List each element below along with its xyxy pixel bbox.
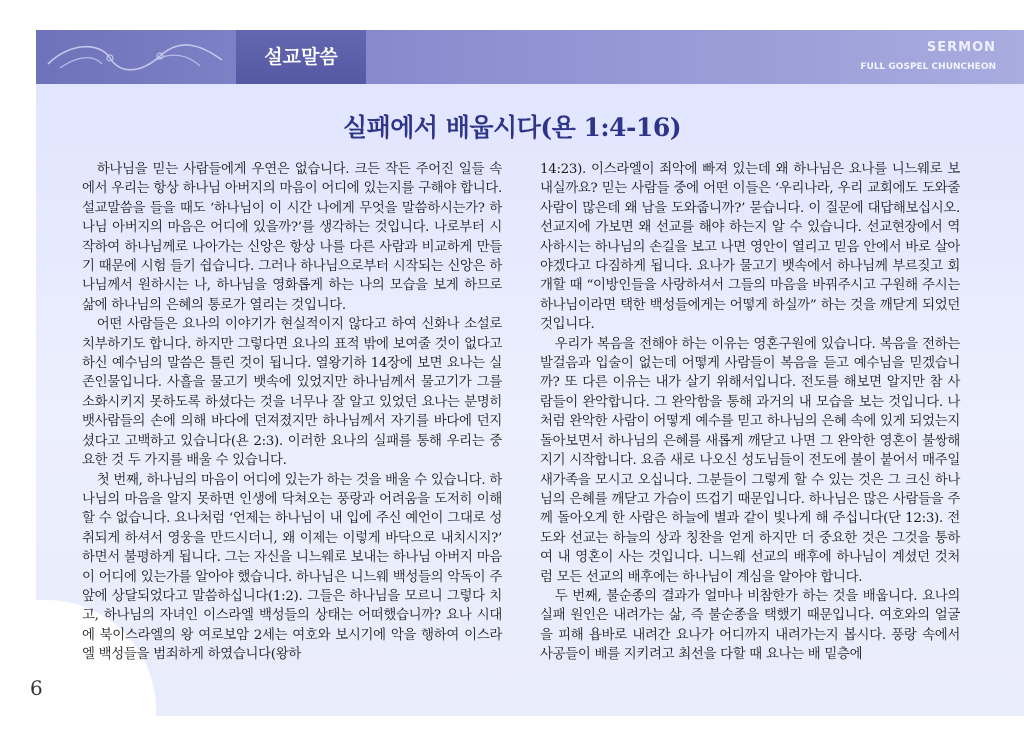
- paragraph: 하나님을 믿는 사람들에게 우연은 없습니다. 크든 작든 주어진 일들 속에서 우리는 항상 하나님 아버지의 마음이 어디에 있는지를 구해야 합니다. 설교말씀을 들을 때도 ‘하나님이 이 시간 나에게 무엇을 말씀하시는가? 하나님 아버지의 마음은 어디에 있을까?’를 생각하는 것입니다. 나로부터 시작하여 하나님께로 나아가는 신앙은 항상 나를 다른 사람과 비교하게 만들기 때문에 시험 들기 쉽습니다. 그러나 하나님으로부터 시작되는 신앙은 하나님께서 원하시는 나, 하나님을 영화롭게 하는 나의 모습을 보게 하므로 삶에 하나님의 은혜의 통로가 열리는 것입니다.: [82, 162, 502, 313]
- ornament-swirl-icon: [40, 34, 230, 80]
- brand-block: [860, 40, 996, 72]
- paragraph: 두 번째, 불순종의 결과가 얼마나 비참한가 하는 것을 배웁니다. 요나의 실패 원인은 내려가는 삶, 즉 불순종을 택했기 때문입니다. 여호와의 얼굴을 피해 욥바로 내려간 요나가 어디까지 내려가는지 봅시다. 풍랑 속에서 사공들이 배를 지키려고 최선을 다할 때 요나는 배 밑층에: [540, 588, 960, 663]
- right-column: [540, 160, 960, 665]
- paragraph: 우리가 복음을 전해야 하는 이유는 영혼구원에 있습니다. 복음을 전하는 발걸음과 입술이 없는데 어떻게 사람들이 복음을 듣고 예수님을 믿겠습니까? 또 다른 이유는 내가 살기 위해서입니다. 전도를 해보면 알지만 참 사람들이 완악합니다. 그 완악함을 통해 과거의 내 모습을 보는 것입니다. 나처럼 완악한 사람이 어떻게 예수를 믿고 하나님의 은혜 속에 있게 되었는지 돌아보면서 하나님의 은혜를 새롭게 깨닫고 나면 그 완악한 영혼이 불쌍해지기 시작합니다. 요즘 새로 나오신 성도님들이 전도에 불이 붙어서 매주일 새가족을 모시고 오십니다. 그분들이 그렇게 할 수 있는 것은 그 크신 하나님의 은혜를 깨닫고 가슴이 뜨겁기 때문입니다. 하나님은 많은 사람들을 주께 돌아오게 한 사람은 하늘에 별과 같이 빛나게 해 주십니다(단 12:3). 전도와 선교는 하늘의 상과 칭찬을 얻게 하지만 더 중요한 것은 그것을 통하여 내 영혼이 사는 것입니다. 니느웨 선교의 배후에 하나님이 계셨던 것처럼 모든 선교의 배후에는 하나님이 계심을 알아야 합니다.: [540, 336, 960, 585]
- brand-sermon: SERMON: [926, 40, 996, 55]
- paragraph: 14:23). 이스라엘이 죄악에 빠져 있는데 왜 하나님은 요나를 니느웨로 보내실까요? 믿는 사람들 중에 어떤 이들은 ‘우리나라, 우리 교회에도 도와줄 사람이 많은데 왜 남을 도와줍니까?’ 묻습니다. 이 질문에 대답해보십시오. 선교지에 가보면 왜 선교를 해야 하는지 알 수 있습니다. 선교현장에서 역사하시는 하나님의 손길을 보고 나면 영안이 열리고 믿음 안에서 바로 살아야겠다고 다짐하게 됩니다. 요나가 물고기 뱃속에서 하나님께 부르짖고 회개할 때 “이방인들을 사랑하셔서 그들의 마음을 바꿔주시고 구원해 주시는 하나님이라면 택한 백성들에게는 어떻게 하실까” 하는 것을 깨닫게 되었던 것입니다.: [540, 162, 960, 333]
- section-title: 설교말씀: [264, 46, 338, 68]
- paragraph: 어떤 사람들은 요나의 이야기가 현실적이지 않다고 하여 신화나 소설로 치부하기도 합니다. 하지만 그렇다면 요나의 표적 밖에 보여줄 것이 없다고 하신 예수님의 말씀은 틀린 것이 됩니다. 열왕기하 14장에 보면 요나는 실존인물입니다. 사흘을 물고기 뱃속에 있었지만 하나님께서 물고기가 그를 소화시키지 못하도록 하셨다는 것을 너무나 잘 알고 있었던 요나는 분명히 뱃사람들의 손에 의해 바다에 던져졌지만 하나님께서 자기를 바다에 던지셨다고 고백하고 있습니다(욘 2:3). 이러한 요나의 실패를 통해 우리는 중요한 것 두 가지를 배울 수 있습니다.: [82, 317, 502, 469]
- paragraph: 첫 번째, 하나님의 마음이 어디에 있는가 하는 것을 배울 수 있습니다. 하나님의 마음을 알지 못하면 인생에 닥쳐오는 풍랑과 어려움을 도저히 이해할 수 없습니다. 요나처럼 ‘언제는 하나님이 내 입에 주신 예언이 그대로 성취되게 하셔서 영웅을 만드시더니, 왜 이제는 이렇게 바닥으로 내치시지?’ 하면서 불평하게 됩니다. 그는 자신을 니느웨로 보내는 하나님 아버지 마음이 어디에 있는가를 알아야 했습니다. 하나님은 니느웨 백성들의 악독이 주 앞에 상달되었다고 말씀하십니다(1:2). 그들은 하나님을 모르니 그렇다 치고, 하나님의 자녀인 이스라엘 백성들의 상태는 어떠했습니까? 요나 시대에 북이스라엘의 왕 여로보암 2세는 여호와 보시기에 악을 행하여 이스라엘 백성들을 범죄하게 하였습니다(왕하: [82, 472, 502, 663]
- left-column: [82, 160, 502, 665]
- page-number: 6: [30, 676, 43, 700]
- brand-church: FULL GOSPEL CHUNCHEON: [860, 62, 996, 72]
- sermon-title: 실패에서 배웁시다(욘 1:4-16): [342, 113, 682, 142]
